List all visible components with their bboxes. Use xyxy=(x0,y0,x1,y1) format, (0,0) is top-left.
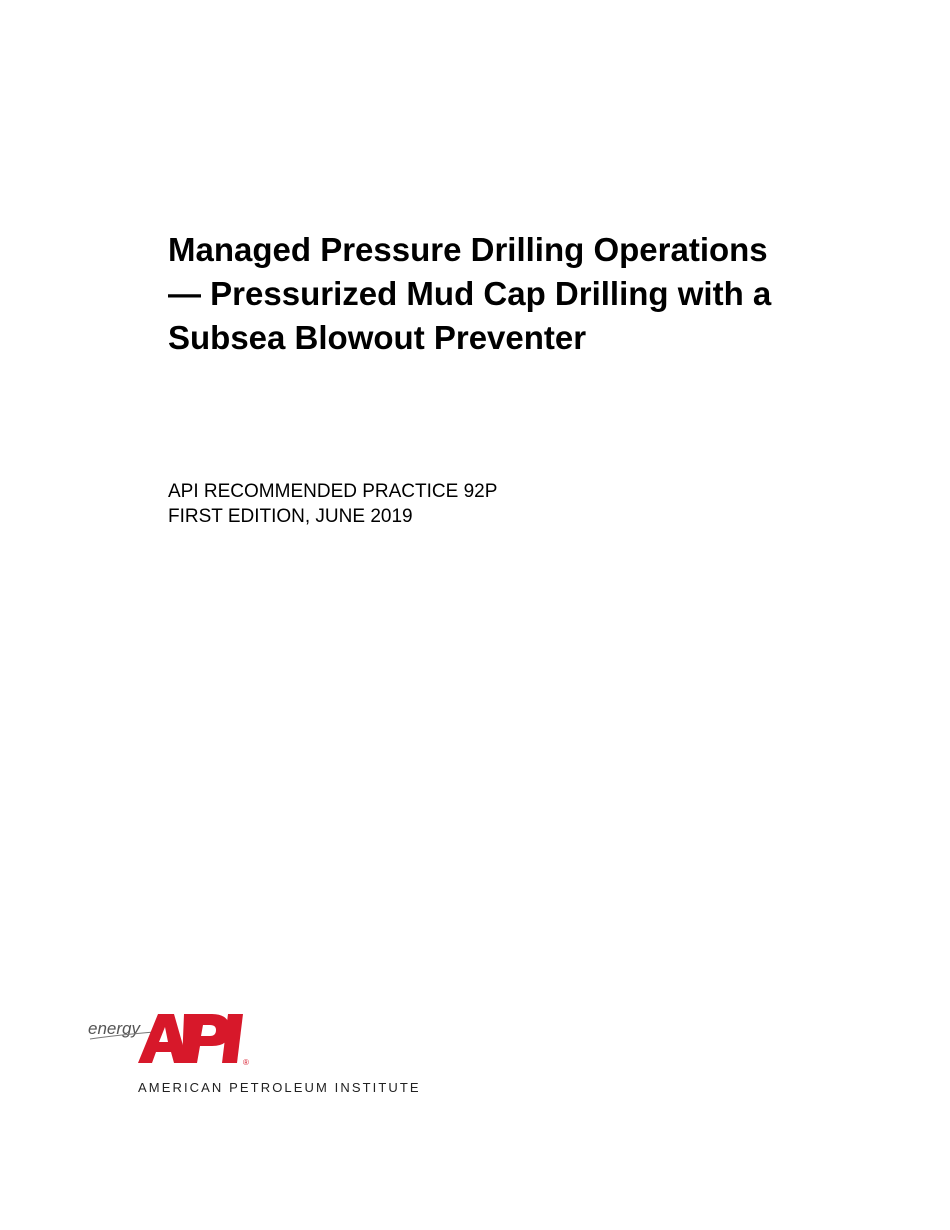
logo-tagline: energy xyxy=(88,1019,140,1038)
api-logo xyxy=(88,1008,428,1098)
document-edition: FIRST EDITION, JUNE 2019 xyxy=(168,506,413,527)
title-line-3: Subsea Blowout Preventer xyxy=(168,319,587,356)
title-line-1: Managed Pressure Drilling Operations xyxy=(168,231,768,268)
registered-mark: ® xyxy=(243,1058,249,1067)
document-designation: API RECOMMENDED PRACTICE 92P xyxy=(168,481,498,502)
document-title xyxy=(168,228,888,360)
organization-name: AMERICAN PETROLEUM INSTITUTE xyxy=(138,1080,421,1095)
api-logo-mark xyxy=(88,1008,428,1078)
document-designation-block xyxy=(168,479,497,529)
api-letters-graphic xyxy=(138,1014,243,1063)
title-line-2: — Pressurized Mud Cap Drilling with a xyxy=(168,275,772,312)
